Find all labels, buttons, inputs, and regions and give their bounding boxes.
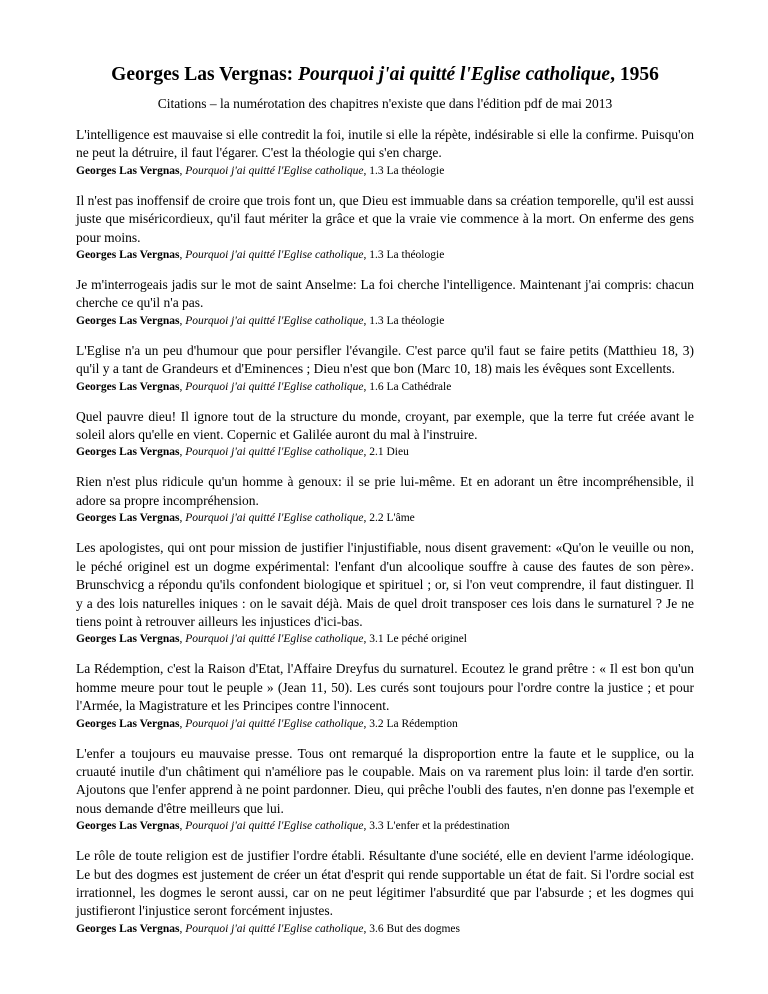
quote-block bbox=[76, 342, 694, 395]
quote-block bbox=[76, 745, 694, 835]
quote-block bbox=[76, 408, 694, 461]
quote-block bbox=[76, 126, 694, 179]
title-book: Pourquoi j'ai quitté l'Eglise catholique bbox=[298, 64, 611, 85]
citation-separator: , bbox=[179, 164, 186, 177]
quote-citation bbox=[76, 247, 694, 263]
citation-book: Pourquoi j'ai quitté l'Eglise catholique bbox=[185, 717, 364, 730]
quote-block bbox=[76, 473, 694, 526]
citation-author: Georges Las Vergnas bbox=[76, 164, 180, 177]
citation-book: Pourquoi j'ai quitté l'Eglise catholique bbox=[185, 314, 364, 327]
citation-author: Georges Las Vergnas bbox=[76, 380, 180, 393]
citation-book: Pourquoi j'ai quitté l'Eglise catholique bbox=[185, 446, 364, 459]
quote-text: Il n'est pas inoffensif de croire que trois font un, que Dieu est immuable dans sa création temporelle, qu'il est aussi juste que miséricordieux, qu'il faut mériter la grâce et que la vraie vie commence à la mort. On enferme des gens pour moins. bbox=[76, 192, 694, 245]
quote-block bbox=[76, 192, 694, 263]
quote-citation bbox=[76, 163, 694, 179]
citation-chapter: , 2.1 Dieu bbox=[363, 446, 409, 459]
quote-text: Quel pauvre dieu! Il ignore tout de la structure du monde, croyant, par exemple, que la terre fut créée avant le soleil alors qu'elle en vient. Copernic et Galilée auront du mal à l'instruire. bbox=[76, 408, 694, 443]
quote-block bbox=[76, 847, 694, 937]
citation-chapter: , 3.1 Le péché originel bbox=[363, 633, 467, 646]
quote-citation bbox=[76, 379, 694, 395]
citation-chapter: , 1.3 La théologie bbox=[363, 314, 445, 327]
quote-text: Les apologistes, qui ont pour mission de justifier l'injustifiable, nous disent gravement: «Qu'on le veuille ou non, le péché originel est un dogme expérimental: l'enfant d'un alcoolique souffre à cause des fautes de son père». Brunschvicg a répondu qu'ils confondent biologique et spirituel ; or, si l'on veut comprendre, il faut distinguer. Il y a des lois naturelles iniques : on le savait déjà. Mais de quel droit transposer ces lois dans le surnaturel ? Je ne tiens point à retrouver ailleurs les injustices d'ici-bas. bbox=[76, 540, 694, 629]
citation-book: Pourquoi j'ai quitté l'Eglise catholique bbox=[185, 249, 364, 262]
document-subtitle: Citations – la numérotation des chapitres n'existe que dans l'édition pdf de mai 2013 bbox=[157, 96, 613, 111]
citation-chapter: , 3.2 La Rédemption bbox=[363, 717, 458, 730]
quote-citation bbox=[76, 313, 694, 329]
citation-author: Georges Las Vergnas bbox=[76, 314, 180, 327]
citation-chapter: , 2.2 L'âme bbox=[363, 512, 415, 525]
citation-separator: , bbox=[179, 380, 186, 393]
quote-citation bbox=[76, 510, 694, 526]
quote-text: L'enfer a toujours eu mauvaise presse. Tous ont remarqué la disproportion entre la faute et le supplice, ou la cruauté inutile d'un châtiment qui n'améliore pas le coupable. Mais on va rarement plus loin: il tarde d'en sortir. Ajoutons que l'enfer apprend à ne point pardonner. Dieu, qui prêche l'oubli des fautes, n'en donne pas l'exemple et nous demande d'être meilleurs que lui. bbox=[76, 745, 694, 816]
title-author: Georges Las Vergnas: bbox=[111, 64, 294, 85]
citation-author: Georges Las Vergnas bbox=[76, 922, 180, 935]
citation-author: Georges Las Vergnas bbox=[76, 633, 180, 646]
quote-citation bbox=[76, 921, 694, 937]
citation-separator: , bbox=[179, 633, 186, 646]
citation-chapter: , 3.3 L'enfer et la prédestination bbox=[363, 820, 510, 833]
quote-block bbox=[76, 539, 694, 647]
citation-author: Georges Las Vergnas bbox=[76, 249, 180, 262]
quote-citation bbox=[76, 444, 694, 460]
quote-citation bbox=[76, 631, 694, 647]
citation-separator: , bbox=[179, 820, 186, 833]
citation-separator: , bbox=[179, 446, 186, 459]
citation-separator: , bbox=[179, 512, 186, 525]
citation-book: Pourquoi j'ai quitté l'Eglise catholique bbox=[185, 922, 364, 935]
quote-text: Rien n'est plus ridicule qu'un homme à genoux: il se prie lui-même. Et en adorant un être incompréhensible, il adore sa propre incompréhension. bbox=[76, 474, 694, 508]
citation-separator: , bbox=[179, 314, 186, 327]
quote-text: La Rédemption, c'est la Raison d'Etat, l'Affaire Dreyfus du surnaturel. Ecoutez le grand prêtre : « Il est bon qu'un homme meure pour tout le peuple » (Jean 11, 50). Les curés sont toujours pour l'ordre contre la justice ; et pour l'Armée, la Magistrature et les Principes contre l'innocent. bbox=[76, 661, 694, 714]
citation-separator: , bbox=[179, 922, 186, 935]
quote-text: Je m'interrogeais jadis sur le mot de saint Anselme: La foi cherche l'intelligence. Maintenant j'ai compris: chacun cherche ce qu'il n'a pas. bbox=[76, 277, 694, 311]
title-year: , 1956 bbox=[610, 64, 659, 85]
quote-block bbox=[76, 276, 694, 329]
citation-book: Pourquoi j'ai quitté l'Eglise catholique bbox=[185, 380, 364, 393]
citation-book: Pourquoi j'ai quitté l'Eglise catholique bbox=[185, 512, 364, 525]
quote-text: Le rôle de toute religion est de justifier l'ordre établi. Résultante d'une société, elle en devient l'arme idéologique. Le but des dogmes est justement de créer un état d'esprit qui rende supportable un état de fait. Si l'ordre social est irrationnel, les dogmes le seront aussi, car on ne peut légitimer l'absurdité que par l'absurde ; et les dogmes qui justifieront l'injustice seront forcément injustes. bbox=[76, 848, 694, 919]
quote-citation bbox=[76, 716, 694, 732]
document-title bbox=[76, 62, 694, 88]
citation-book: Pourquoi j'ai quitté l'Eglise catholique bbox=[185, 633, 364, 646]
citation-chapter: , 1.3 La théologie bbox=[363, 164, 445, 177]
citation-book: Pourquoi j'ai quitté l'Eglise catholique bbox=[185, 820, 364, 833]
quote-text: L'intelligence est mauvaise si elle contredit la foi, inutile si elle la répète, indésirable si elle la confirme. Puisqu'on ne peut la détruire, il faut l'égarer. C'est la théologie qui s'en charge. bbox=[76, 127, 694, 161]
citation-author: Georges Las Vergnas bbox=[76, 820, 180, 833]
citation-chapter: , 1.3 La théologie bbox=[363, 249, 445, 262]
quote-citation bbox=[76, 818, 694, 834]
citation-author: Georges Las Vergnas bbox=[76, 512, 180, 525]
citation-separator: , bbox=[179, 249, 186, 262]
quote-list bbox=[76, 126, 694, 937]
citation-author: Georges Las Vergnas bbox=[76, 717, 180, 730]
document-page bbox=[76, 62, 694, 950]
citation-chapter: , 3.6 But des dogmes bbox=[363, 922, 460, 935]
citation-separator: , bbox=[179, 717, 186, 730]
citation-author: Georges Las Vergnas bbox=[76, 446, 180, 459]
quote-block bbox=[76, 660, 694, 731]
citation-chapter: , 1.6 La Cathédrale bbox=[363, 380, 452, 393]
quote-text: L'Eglise n'a un peu d'humour que pour persifler l'évangile. C'est parce qu'il faut se faire petits (Matthieu 18, 3) qu'il y a tant de Grandeurs et d'Eminences ; Dieu n'est que bon (Marc 10, 18) mais les évêques sont Excellents. bbox=[76, 342, 694, 377]
citation-book: Pourquoi j'ai quitté l'Eglise catholique bbox=[185, 164, 364, 177]
